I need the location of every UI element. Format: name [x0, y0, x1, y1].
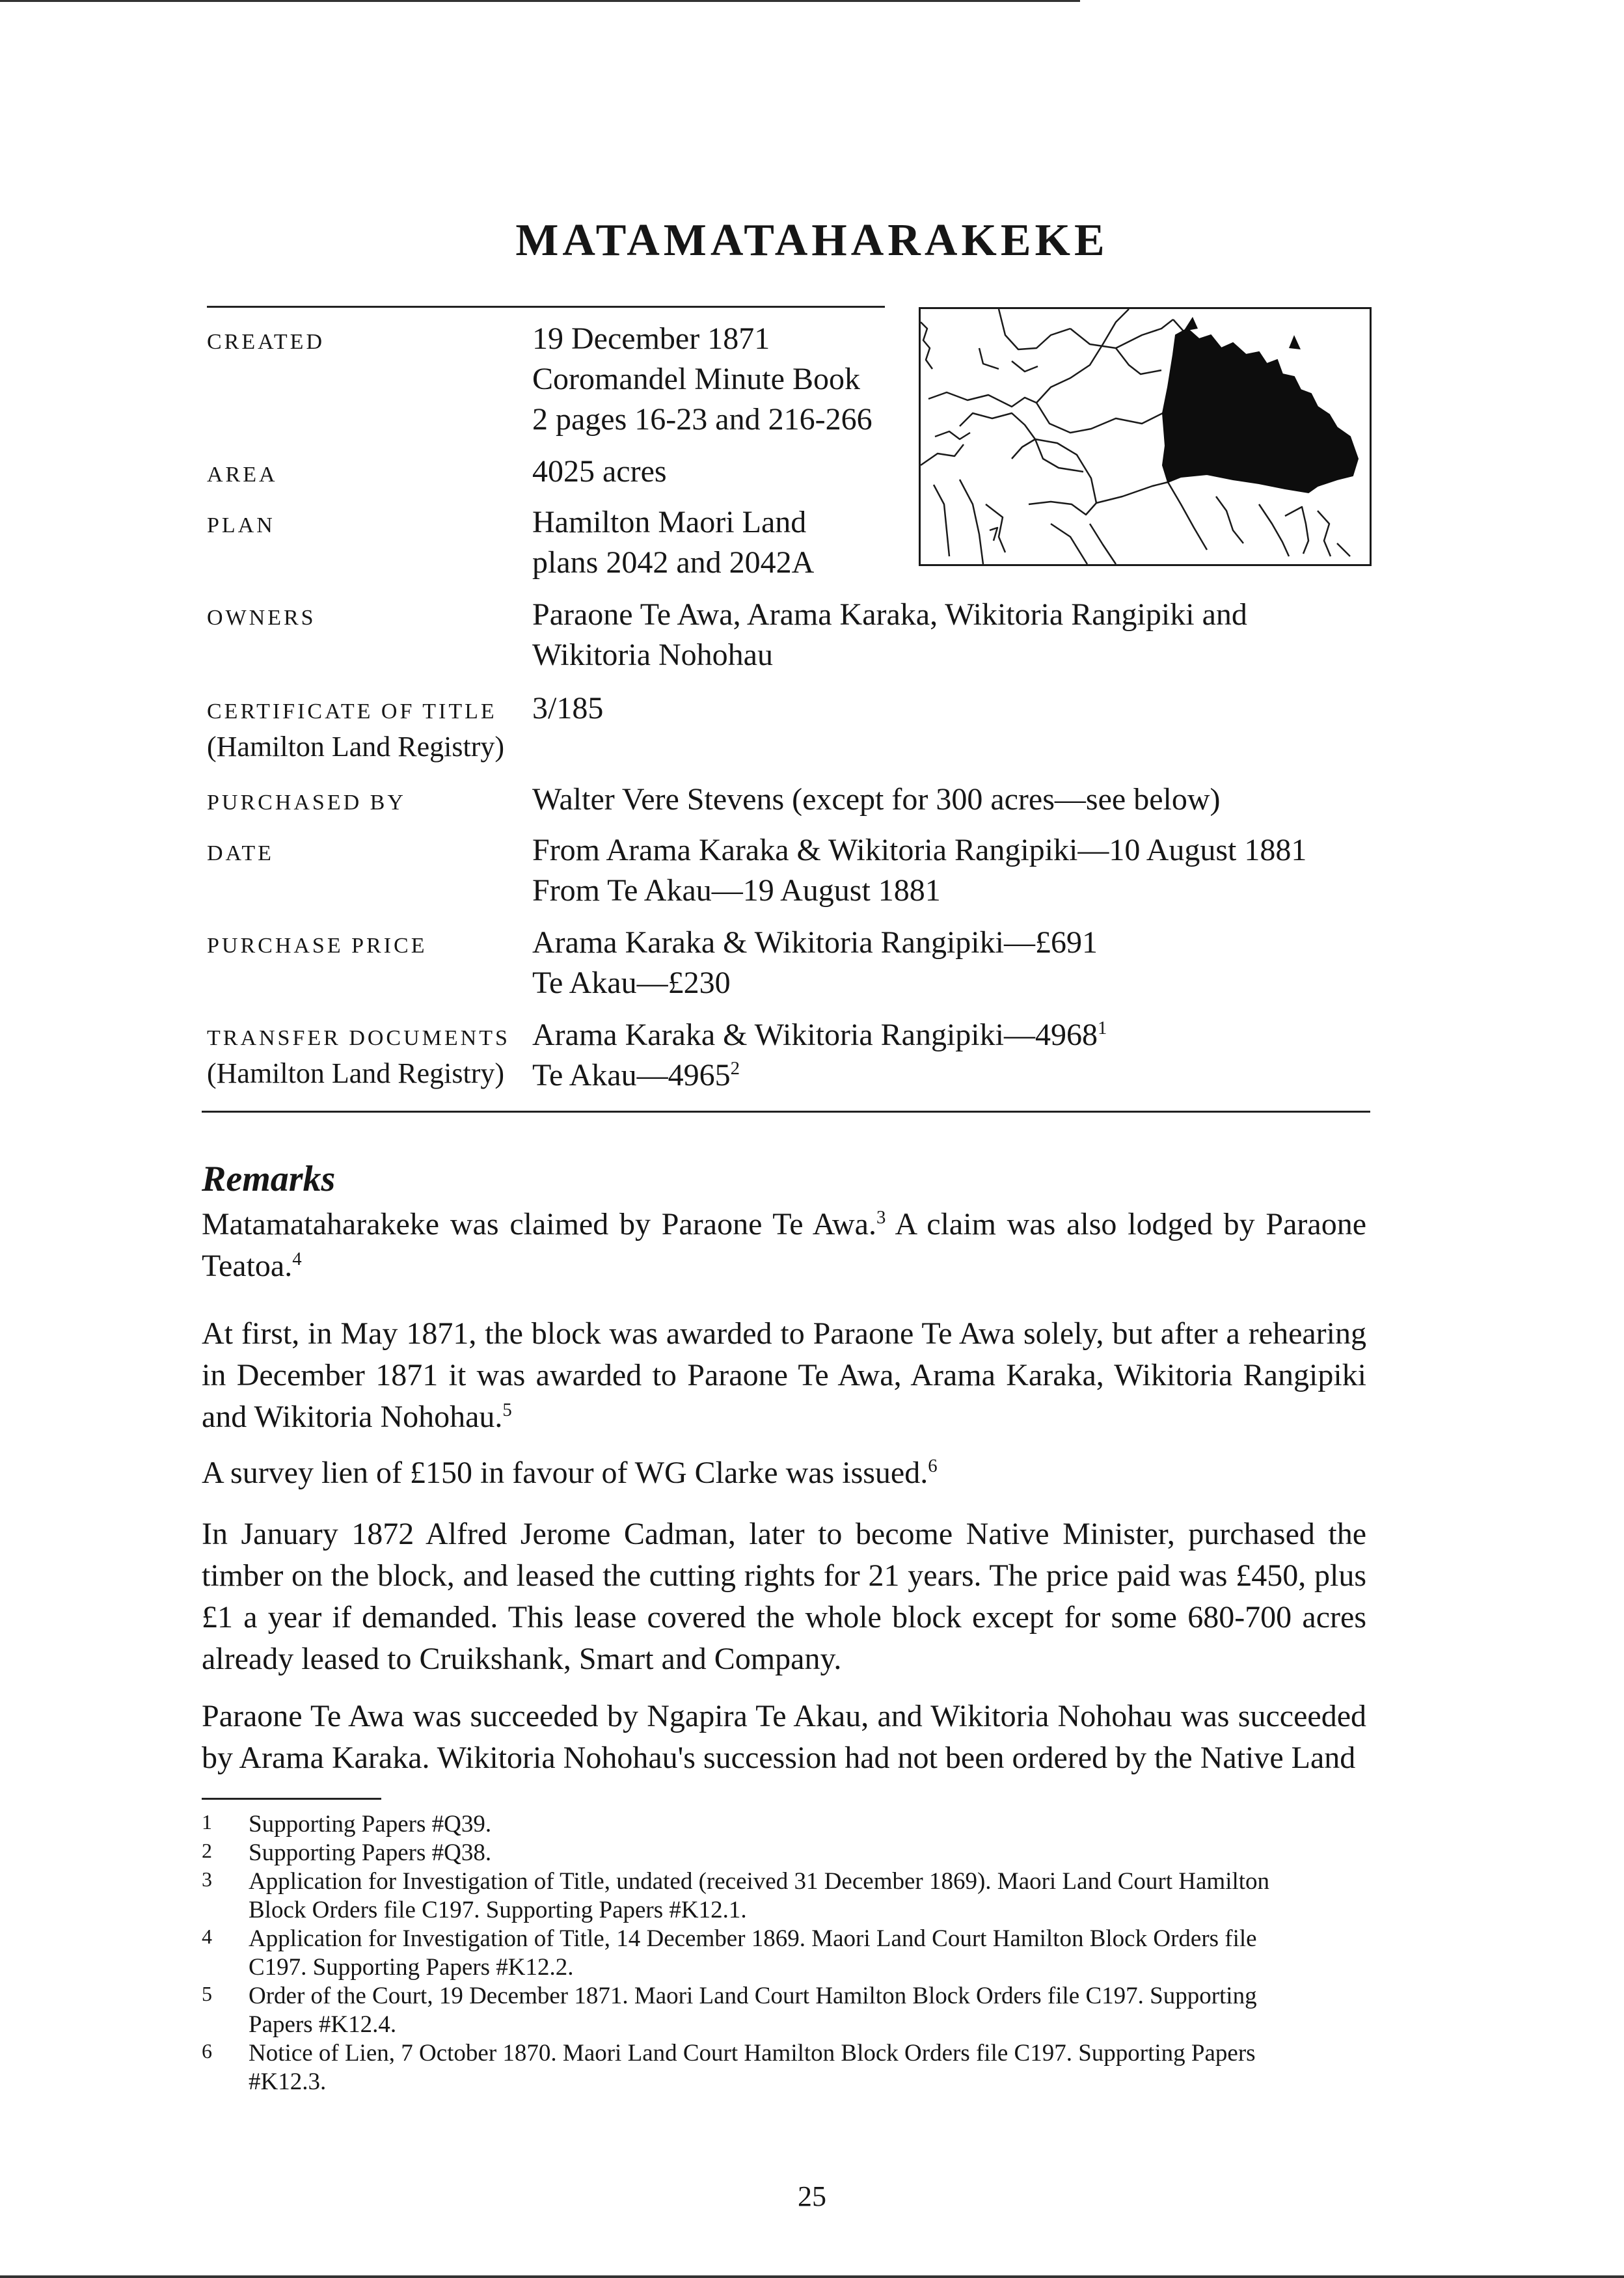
scan-top-edge	[0, 0, 1080, 2]
detail-value	[532, 1015, 1378, 1096]
value-line: 19 December 1871	[532, 321, 770, 356]
value-line: 3/185	[532, 691, 604, 725]
page-number: 25	[798, 2180, 826, 2212]
paragraph: At first, in May 1871, the block was awarded to Paraone Te Awa solely, but after a rehearing in December 1871 it was awarded to Paraone Te Awa, Arama Karaka, Wikitoria Rangipiki and Wikitoria Nohohau.$^5$	[202, 1316, 1366, 1434]
detail-label: AREA	[207, 463, 278, 487]
footnote-ref: 1	[1097, 1018, 1107, 1038]
paragraph: Matamataharakeke was claimed by Paraone Te Awa.$^3$ A claim was also lodged by Paraone Teatoa.$^4$	[202, 1207, 1367, 1283]
detail-label: PLAN	[207, 513, 275, 537]
footnote-number: 4	[202, 1925, 212, 1948]
detail-label: DATE	[207, 841, 274, 865]
value-line: Walter Vere Stevens (except for 300 acres—see below)	[532, 782, 1221, 817]
value-line: Coromandel Minute Book	[532, 362, 860, 396]
detail-sublabel: (Hamilton Land Registry)	[207, 731, 505, 763]
footnote-rule	[202, 1798, 381, 1800]
detail-label: TRANSFER DOCUMENTS	[207, 1026, 510, 1050]
value-line: Arama Karaka & Wikitoria Rangipiki—£691	[532, 925, 1098, 960]
detail-value	[532, 830, 1378, 911]
footnote-text: Supporting Papers #Q39.	[249, 1811, 492, 1837]
value-line: plans 2042 and 2042A	[532, 545, 815, 580]
detail-label: CREATED	[207, 330, 325, 354]
detail-label: PURCHASE PRICE	[207, 934, 427, 958]
paragraph: Paraone Te Awa was succeeded by Ngapira Te Akau, and Wikitoria Nohohau was succeeded by Arama Karaka. Wikitoria Nohohau's succession had not been ordered by the Native Land	[202, 1699, 1366, 1775]
detail-value	[532, 688, 1378, 729]
block-boundary-map	[921, 309, 1370, 564]
footnote-number: 3	[202, 1867, 212, 1891]
footnote-ref: 4	[292, 1249, 302, 1269]
detail-value	[532, 595, 1378, 675]
locator-map	[919, 307, 1372, 566]
footnote-number: 6	[202, 2039, 212, 2063]
scan-bottom-edge	[0, 2275, 1624, 2278]
detail-value	[532, 780, 1378, 820]
footnote-text: Application for Investigation of Title, undated (received 31 December 1869). Maori Land Court Hamilton Block Orders file C197. Supporting Papers #K12.1.	[249, 1868, 1270, 1923]
footnote-ref: 6	[928, 1456, 938, 1476]
highlighted-block	[1163, 329, 1358, 493]
footnote-number: 2	[202, 1839, 212, 1862]
value-line: From Arama Karaka & Wikitoria Rangipiki—10 August 1881	[532, 833, 1307, 867]
footnote-text: Order of the Court, 19 December 1871. Maori Land Court Hamilton Block Orders file C197. Supporting Papers #K12.4.	[249, 1983, 1257, 2038]
footnote-text: Application for Investigation of Title, 14 December 1869. Maori Land Court Hamilton Block Orders file C197. Supporting Papers #K12.2.	[249, 1925, 1257, 1981]
footnote-text: Supporting Papers #Q38.	[249, 1839, 492, 1866]
value-line: Arama Karaka & Wikitoria Rangipiki—4968$^1$	[532, 1018, 1107, 1052]
value-line: Te Akau—4965$^2$	[532, 1058, 740, 1092]
footnote-ref: 5	[502, 1400, 512, 1420]
footnote-ref: 2	[730, 1058, 740, 1079]
value-line: Paraone Te Awa, Arama Karaka, Wikitoria Rangipiki and	[532, 597, 1247, 632]
footnote-text: Notice of Lien, 7 October 1870. Maori Land Court Hamilton Block Orders file C197. Supporting Papers #K12.3.	[249, 2040, 1256, 2095]
paragraph: In January 1872 Alfred Jerome Cadman, later to become Native Minister, purchased the timber on the block, and leased the cutting rights for 21 years. The price paid was £450, plus £1 a year if demanded. This lease covered the whole block except for some 680-700 acres already leased to Cruikshank, Smart and Company.	[202, 1517, 1366, 1676]
page-title: MATAMATAHARAKEKE	[515, 215, 1109, 265]
paragraph: A survey lien of £150 in favour of WG Clarke was issued.$^6$	[202, 1456, 938, 1490]
value-line: From Te Akau—19 August 1881	[532, 873, 941, 908]
detail-label: OWNERS	[207, 606, 316, 630]
detail-label: PURCHASED BY	[207, 791, 406, 815]
remarks-heading: Remarks	[202, 1159, 336, 1199]
value-line: 4025 acres	[532, 454, 667, 489]
detail-label: CERTIFICATE OF TITLE	[207, 699, 497, 724]
table-bottom-rule	[202, 1111, 1370, 1113]
value-line: 2 pages 16-23 and 216-266	[532, 402, 873, 437]
value-line: Te Akau—£230	[532, 966, 731, 1000]
detail-value	[532, 923, 1378, 1003]
footnote-ref: 3	[876, 1207, 886, 1228]
value-line: Hamilton Maori Land	[532, 505, 807, 539]
footnote-number: 5	[202, 1982, 212, 2005]
value-line: Wikitoria Nohohau	[532, 638, 773, 672]
footnote-number: 1	[202, 1810, 212, 1834]
table-top-rule	[207, 306, 885, 308]
detail-sublabel: (Hamilton Land Registry)	[207, 1057, 505, 1089]
